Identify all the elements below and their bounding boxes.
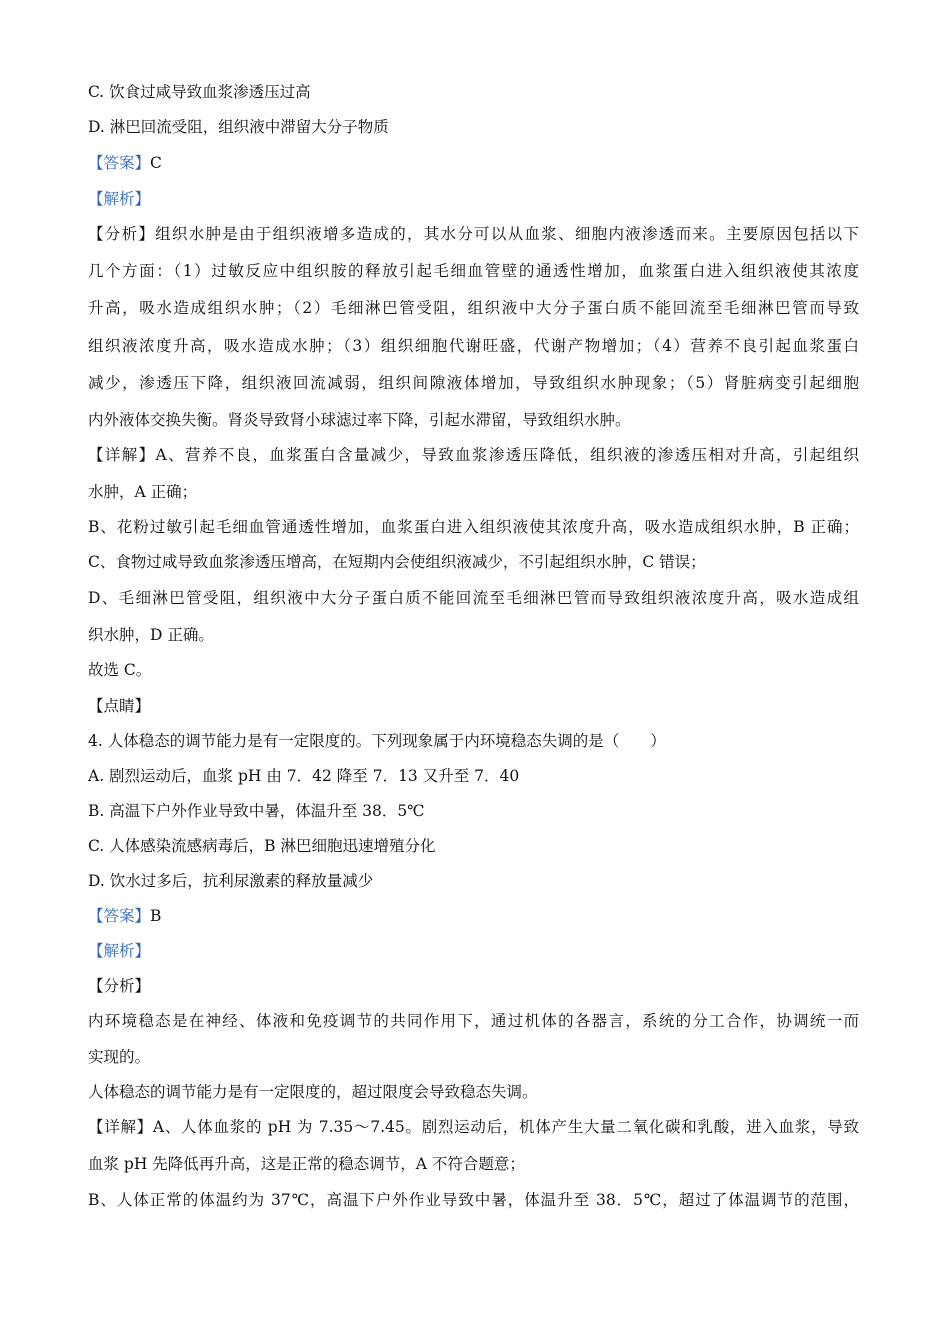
q3-detail-a-line-1 <box>88 443 859 465</box>
detail-label: 【详解】 <box>88 446 156 464</box>
q3-detail-c: C、食物过咸导致血浆渗透压增高，在短期内会使组织液减少，不引起组织水肿，C 错误； <box>88 553 706 571</box>
q4-analysis-label: 【分析】 <box>88 977 151 995</box>
q3-detail-d-line-2: 织水肿，D 正确。 <box>88 626 214 644</box>
q3-analysis-line-6: 内外液体交换失衡。肾炎导致肾小球滤过率下降，引起水滞留，导致组织水肿。 <box>88 411 631 429</box>
q4-option-b: B. 高温下户外作业导致中暑，体温升至 38．5℃ <box>88 802 425 820</box>
q4-detail-a-line-2: 血浆 pH 先降低再升高，这是正常的稳态调节，A 不符合题意； <box>88 1155 525 1173</box>
q4-analysis-p1-line-2: 实现的。 <box>88 1048 151 1066</box>
q3-option-c: C. 饮食过咸导致血浆渗透压过高 <box>88 83 311 101</box>
q4-detail-b-line-1: B、人体正常的体温约为 37℃，高温下户外作业导致中暑，体温升至 38．5℃，超过了体温调节的范围， <box>88 1191 859 1209</box>
q3-analysis-line-1 <box>88 222 859 244</box>
q4-option-a: A. 剧烈运动后，血浆 pH 由 7．42 降至 7．13 又升至 7．40 <box>88 767 520 785</box>
q3-detail-d-line-1: D、毛细淋巴管受阻，组织液中大分子蛋白质不能回流至毛细淋巴管而导致组织液浓度升高，吸水造成组 <box>88 589 859 607</box>
q3-option-d: D. 淋巴回流受阻，组织液中滞留大分子物质 <box>88 118 389 136</box>
answer-value: C <box>150 154 162 172</box>
answer-label: 【答案】 <box>88 154 151 172</box>
q4-jiexi-label: 【解析】 <box>88 942 151 960</box>
detail-text: A、人体血浆的 pH 为 7.35～7.45。剧烈运动后，机体产生大量二氧化碳和乳酸，进入血浆，导致 <box>152 1118 859 1136</box>
q3-conclusion: 故选 C。 <box>88 661 152 679</box>
analysis-label: 【分析】 <box>88 225 156 243</box>
analysis-text: 组织水肿是由于组织液增多造成的，其水分可以从血浆、细胞内液渗透而来。主要原因包括以下 <box>155 225 859 243</box>
answer-value: B <box>150 907 162 925</box>
q4-detail-a-line-1 <box>88 1115 859 1137</box>
q3-analysis-line-5: 减少，渗透压下降，组织液回流减弱，组织间隙液体增加，导致组织水肿现象；（5）肾脏病变引起细胞 <box>88 374 859 392</box>
detail-label: 【详解】 <box>88 1118 153 1136</box>
q3-jiexi-label: 【解析】 <box>88 190 151 208</box>
q4-option-c: C. 人体感染流感病毒后，B 淋巴细胞迅速增殖分化 <box>88 837 436 855</box>
q4-answer-line <box>88 904 161 926</box>
q3-detail-b: B、花粉过敏引起毛细血管通透性增加，血浆蛋白进入组织液使其浓度升高，吸水造成组织水肿，B 正确； <box>88 518 859 536</box>
q3-analysis-line-2: 几个方面：（1）过敏反应中组织胺的释放引起毛细血管壁的通透性增加，血浆蛋白进入组织液使其浓度 <box>88 262 859 280</box>
answer-label: 【答案】 <box>88 907 151 925</box>
q3-detail-a-line-2: 水肿，A 正确； <box>88 483 198 501</box>
q3-analysis-line-3: 升高，吸水造成组织水肿；（2）毛细淋巴管受阻，组织液中大分子蛋白质不能回流至毛细淋巴管而导致 <box>88 299 859 317</box>
q4-stem: 4. 人体稳态的调节能力是有一定限度的。下列现象属于内环境稳态失调的是（ ） <box>88 732 666 750</box>
detail-text: A、营养不良，血浆蛋白含量减少，导致血浆渗透压降低，组织液的渗透压相对升高，引起组织 <box>155 446 859 464</box>
q4-analysis-p1-line-1: 内环境稳态是在神经、体液和免疫调节的共同作用下，通过机体的各器言，系统的分工合作，协调统一而 <box>88 1012 859 1030</box>
q4-analysis-p2: 人体稳态的调节能力是有一定限度的，超过限度会导致稳态失调。 <box>88 1083 538 1101</box>
q3-analysis-line-4: 组织液浓度升高，吸水造成水肿；（3）组织细胞代谢旺盛，代谢产物增加；（4）营养不良引起血浆蛋白 <box>88 337 859 355</box>
q3-answer-line <box>88 151 162 173</box>
q3-dianjing-label: 【点睛】 <box>88 697 151 715</box>
q4-option-d: D. 饮水过多后，抗利尿激素的释放量减少 <box>88 872 374 890</box>
